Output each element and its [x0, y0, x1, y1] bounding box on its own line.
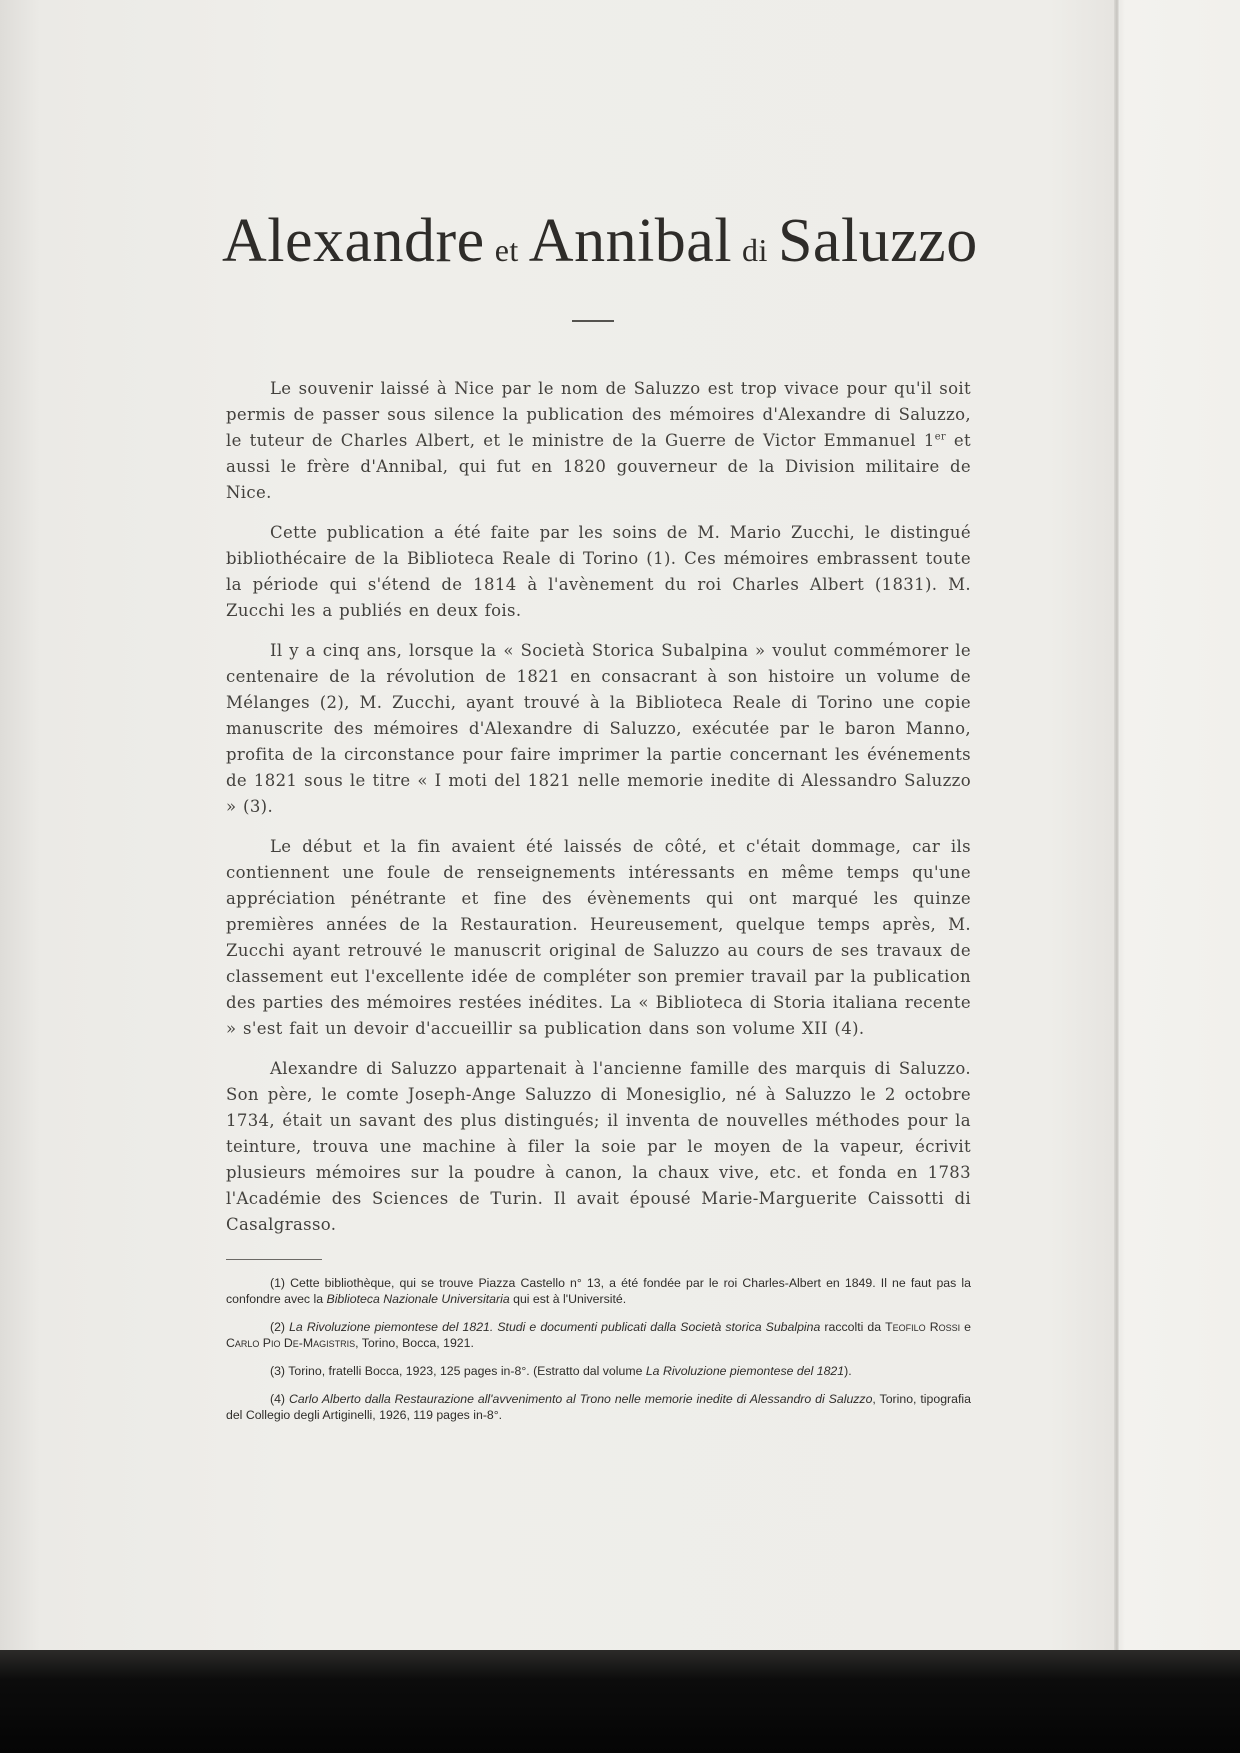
- paragraph-3: Il y a cinq ans, lorsque la « Società Storica Subalpina » voulut commémorer le centenaire de la révolution de 1821 en consacrant à son histoire un volume de Mélanges (2), M. Zucchi, ayant trouvé à la Biblioteca Reale di Torino une copie manuscrite des mémoires d'Alexandre di Saluzzo, exécutée par le baron Manno, profita de la circonstance pour faire imprimer la partie concernant les événements de 1821 sous le titre « I moti del 1821 nelle memorie inedite di Alessandro Saluzzo » (3).: [226, 641, 971, 816]
- title-name-annibal: Annibal: [528, 207, 733, 275]
- title-particle-di: di: [742, 232, 768, 268]
- page-fold-shadow: [1114, 0, 1120, 1660]
- title-divider: [572, 320, 614, 322]
- footnotes: [226, 1275, 971, 1435]
- paragraph-5: Alexandre di Saluzzo appartenait à l'ancienne famille des marquis di Saluzzo. Son père, le comte Joseph-Ange Saluzzo di Monesiglio, né à Saluzzo le 2 octobre 1734, était un savant des plus distingués; il inventa de nouvelles méthodes pour la teinture, trouva une machine à filer la soie par le moyen de la vapeur, écrivit plusieurs mémoires sur la poudre à canon, la chaux vive, etc. et fonda en 1783 l'Académie des Sciences de Turin. Il avait épousé Marie-Marguerite Caissotti di Casalgrasso.: [226, 1059, 971, 1234]
- article-title: [222, 207, 982, 275]
- paragraph-1: Le souvenir laissé à Nice par le nom de Saluzzo est trop vivace pour qu'il soit permis de passer sous silence la publication des mémoires d'Alexandre di Saluzzo, le tuteur de Charles Albert, et le ministre de la Guerre de Victor Emmanuel 1er et aussi le frère d'Annibal, qui fut en 1820 gouverneur de la Division militaire de Nice.: [226, 379, 971, 502]
- article-body: [226, 376, 971, 1252]
- scan-bottom-edge: [0, 1650, 1240, 1753]
- footnotes-divider: [226, 1259, 322, 1260]
- title-name-saluzzo: Saluzzo: [777, 207, 978, 275]
- paragraph-2: Cette publication a été faite par les soins de M. Mario Zucchi, le distingué bibliothécaire de la Biblioteca Reale di Torino (1). Ces mémoires embrassent toute la période qui s'étend de 1814 à l'avènement du roi Charles Albert (1831). M. Zucchi les a publiés en deux fois.: [226, 523, 971, 620]
- footnote-3: (3) Torino, fratelli Bocca, 1923, 125 pages in-8°. (Estratto dal volume La Rivoluzione piemontese del 1821).: [270, 1364, 852, 1378]
- title-name-alexandre: Alexandre: [222, 207, 485, 275]
- paragraph-4: Le début et la fin avaient été laissés de côté, et c'était dommage, car ils contiennent une foule de renseignements intéressants en même temps qu'une appréciation pénétrante et fine des évènements qui ont marqué les quinze premières années de la Restauration. Heureusement, quelque temps après, M. Zucchi ayant retrouvé le manuscrit original de Saluzzo au cours de ses travaux de classement eut l'excellente idée de compléter son premier travail par la publication des parties des mémoires restées inédites. La « Biblioteca di Storia italiana recente » s'est fait un devoir d'accueillir sa publication dans son volume XII (4).: [226, 837, 971, 1038]
- footnote-1: (1) Cette bibliothèque, qui se trouve Piazza Castello n° 13, a été fondée par le roi Charles-Albert en 1849. Il ne faut pas la confondre avec la Biblioteca Nazionale Universitaria qui est à l'Université.: [226, 1276, 971, 1306]
- footnote-2: (2) La Rivoluzione piemontese del 1821. Studi e documenti publicati dalla Società storica Subalpina raccolti da Teofilo Rossi e Carlo Pio De-Magistris, Torino, Bocca, 1921.: [226, 1320, 971, 1350]
- footnote-4: (4) Carlo Alberto dalla Restaurazione all'avvenimento al Trono nelle memorie inedite di Alessandro di Saluzzo, Torino, tipografia del Collegio degli Artiginelli, 1926, 119 pages in-8°.: [226, 1392, 971, 1422]
- title-conjunction-et: et: [494, 232, 519, 268]
